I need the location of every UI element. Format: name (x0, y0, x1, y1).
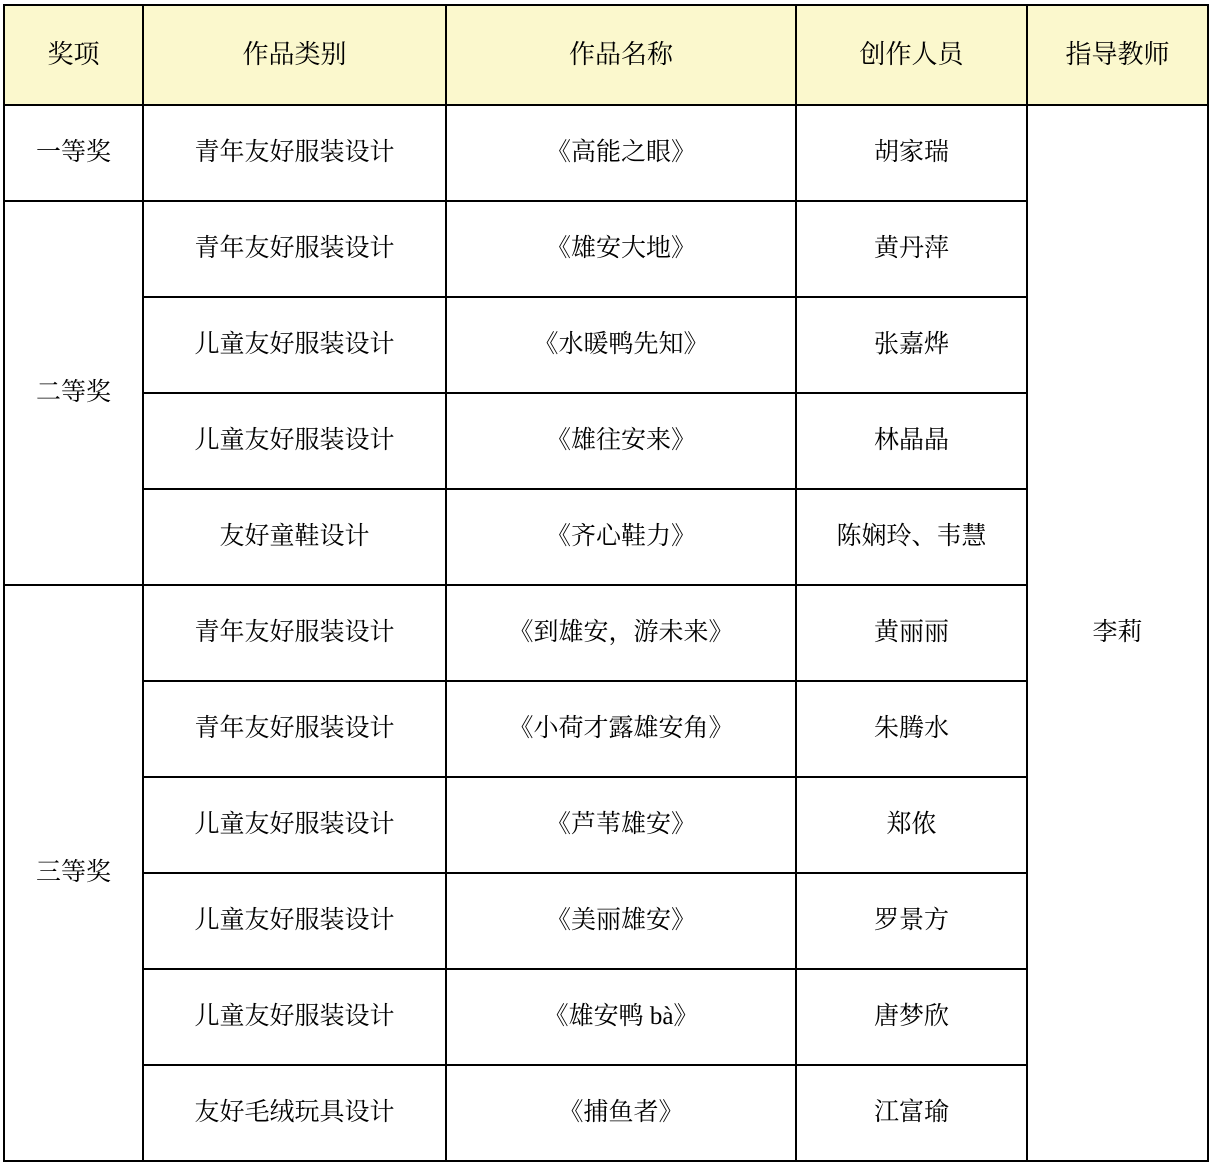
cell-category: 青年友好服装设计 (143, 201, 446, 297)
cell-teacher: 李莉 (1027, 105, 1208, 1161)
cell-creators: 黄丽丽 (796, 585, 1027, 681)
cell-category: 青年友好服装设计 (143, 585, 446, 681)
cell-category: 青年友好服装设计 (143, 105, 446, 201)
cell-category: 友好毛绒玩具设计 (143, 1065, 446, 1161)
award-group-label: 一等奖 (4, 105, 143, 201)
cell-category: 友好童鞋设计 (143, 489, 446, 585)
column-header-award: 奖项 (4, 5, 143, 105)
cell-title: 《美丽雄安》 (446, 873, 796, 969)
cell-creators: 罗景方 (796, 873, 1027, 969)
cell-title: 《雄往安来》 (446, 393, 796, 489)
cell-creators: 江富瑜 (796, 1065, 1027, 1161)
cell-creators: 朱腾水 (796, 681, 1027, 777)
cell-title: 《芦苇雄安》 (446, 777, 796, 873)
cell-title: 《小荷才露雄安角》 (446, 681, 796, 777)
column-header-teacher: 指导教师 (1027, 5, 1208, 105)
cell-category: 儿童友好服装设计 (143, 873, 446, 969)
table-row (4, 105, 1208, 201)
cell-category: 青年友好服装设计 (143, 681, 446, 777)
cell-title: 《雄安大地》 (446, 201, 796, 297)
cell-title: 《到雄安，游未来》 (446, 585, 796, 681)
cell-creators: 张嘉烨 (796, 297, 1027, 393)
award-group-label: 二等奖 (4, 201, 143, 585)
cell-category: 儿童友好服装设计 (143, 393, 446, 489)
award-results-table (3, 4, 1209, 1162)
cell-category: 儿童友好服装设计 (143, 297, 446, 393)
cell-title: 《水暖鸭先知》 (446, 297, 796, 393)
cell-creators: 黄丹萍 (796, 201, 1027, 297)
table-header-row (4, 5, 1208, 105)
table-body (4, 105, 1208, 1161)
cell-creators: 郑侬 (796, 777, 1027, 873)
cell-title: 《齐心鞋力》 (446, 489, 796, 585)
award-group-label: 三等奖 (4, 585, 143, 1161)
cell-creators: 林晶晶 (796, 393, 1027, 489)
cell-title: 《捕鱼者》 (446, 1065, 796, 1161)
cell-creators: 胡家瑞 (796, 105, 1027, 201)
cell-title: 《高能之眼》 (446, 105, 796, 201)
cell-category: 儿童友好服装设计 (143, 969, 446, 1065)
column-header-title: 作品名称 (446, 5, 796, 105)
table-header (4, 5, 1208, 105)
column-header-category: 作品类别 (143, 5, 446, 105)
cell-title: 《雄安鸭 bà》 (446, 969, 796, 1065)
column-header-creators: 创作人员 (796, 5, 1027, 105)
cell-category: 儿童友好服装设计 (143, 777, 446, 873)
cell-creators: 陈娴玲、韦慧 (796, 489, 1027, 585)
document-page (0, 4, 1210, 1127)
cell-creators: 唐梦欣 (796, 969, 1027, 1065)
